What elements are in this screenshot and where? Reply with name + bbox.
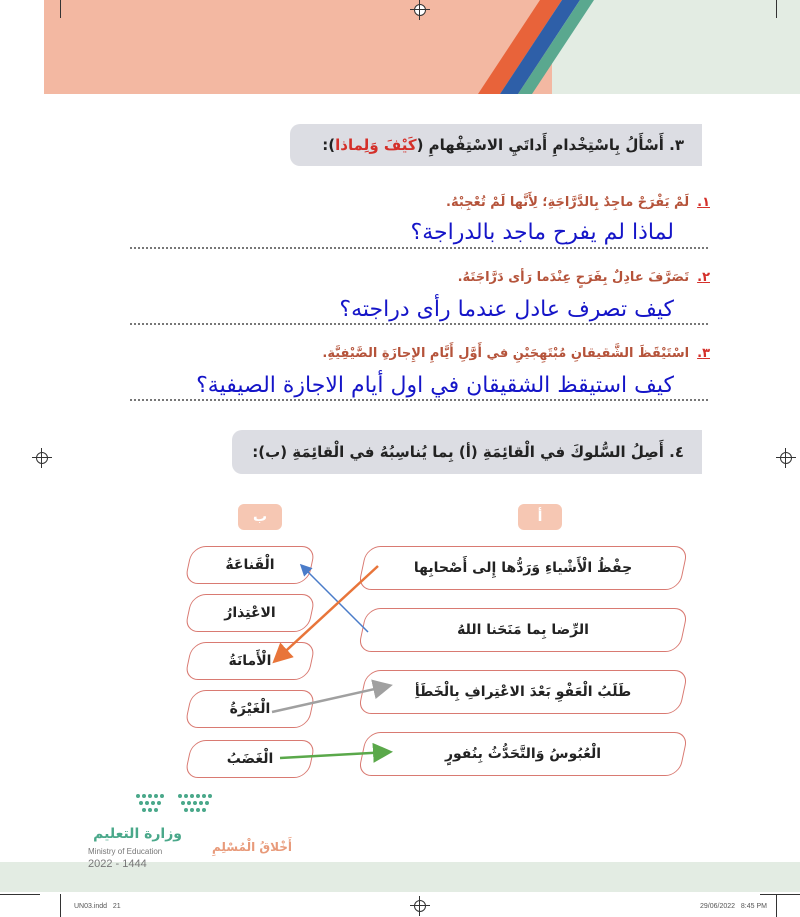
registration-mark-icon [414,4,426,16]
question-3 [322,346,710,361]
answer-line [130,323,708,325]
ministry-name-ar: وزارة التعليم [93,826,182,842]
list-b-item: الْغَيْرَةُ [229,701,271,717]
title-highlight: كَيْفَ وَلِماذا [335,136,417,154]
answer-1[interactable]: لماذا لم يفرح ماجد بالدراجة؟ [410,220,674,245]
list-b-item: الْقَناعَةُ [225,557,275,573]
list-a-item: طَلَبُ الْعَفْوِ بَعْدَ الاعْتِرافِ بِالْخَطَأِ [414,684,632,700]
registration-mark-icon [36,452,48,464]
question-number: ٢. [697,270,710,285]
registration-mark-icon [414,900,426,912]
crop-mark [760,894,800,895]
crop-mark [60,0,61,18]
crop-mark [60,894,61,917]
list-b-item: الْأَمانَةُ [228,653,272,669]
book-title: أَخْلاقُ الْمُسْلِمِ [212,840,292,854]
list-a-item: الرِّضا بِما مَنَحَنا اللهُ [457,622,589,638]
list-a-item: حِفْظُ الْأَشْياءِ وَرَدُّها إِلى أَصْحابِها [413,560,633,576]
date-label: 29/06/2022 8:45 PM [700,903,767,910]
question-text: اسْتَيْقَظَ الشَّقيقانِ مُبْتَهِجَيْنِ في أَوَّلِ أَيَّامِ الإِجازَةِ الصَّيْفِيَّةِ. [322,346,690,361]
crop-mark [776,894,777,917]
ministry-year: 2022 - 1444 [88,858,147,870]
section-4-title: ٤. أَصِلُ السُّلوكَ في الْقائِمَةِ (أ) بِما يُناسِبُهُ في الْقائِمَةِ (ب): [232,430,702,474]
title-suffix: ): [322,136,336,154]
question-text: تَصَرَّفَ عادِلٌ بِفَرَحٍ عِنْدَما رَأى دَرَّاجَتَهُ. [457,270,690,285]
question-text: لَمْ يَفْرَحْ ماجِدٌ بِالدَّرَّاجَةِ؛ لِأَنَّها لَمْ تُعْجِبْهُ. [446,195,690,210]
list-b-item: الْغَضَبُ [226,751,274,767]
list-a-tag: أ [518,504,562,530]
list-b-tag: ب [238,504,282,530]
ministry-name-en: Ministry of Education [88,847,163,856]
question-1 [446,195,710,210]
ministry-logo-icon [132,790,218,822]
list-a-item: الْعُبُوسُ وَالتَّحَدُّثُ بِنُفورٍ [444,746,602,762]
answer-3[interactable]: كيف استيقظ الشقيقان في اول أيام الاجازة الصيفية؟ [196,373,674,398]
question-number: ٣. [697,346,710,361]
crop-mark [776,0,777,18]
answer-2[interactable]: كيف تصرف عادل عندما رأى دراجته؟ [339,297,674,322]
registration-mark-icon [780,452,792,464]
crop-mark [0,894,40,895]
question-number: ١. [697,195,710,210]
file-label: UN03.indd 21 [74,903,121,910]
list-b-item: الاعْتِذارُ [224,605,276,621]
title-prefix: ٣. أَسْأَلُ بِاسْتِخْدامِ أَداتَيِ الاسْتِفْهامِ ( [416,136,684,154]
answer-line [130,247,708,249]
answer-line [130,399,708,401]
question-2 [458,270,710,285]
section-3-title [290,124,702,166]
header-stripes [470,0,610,94]
